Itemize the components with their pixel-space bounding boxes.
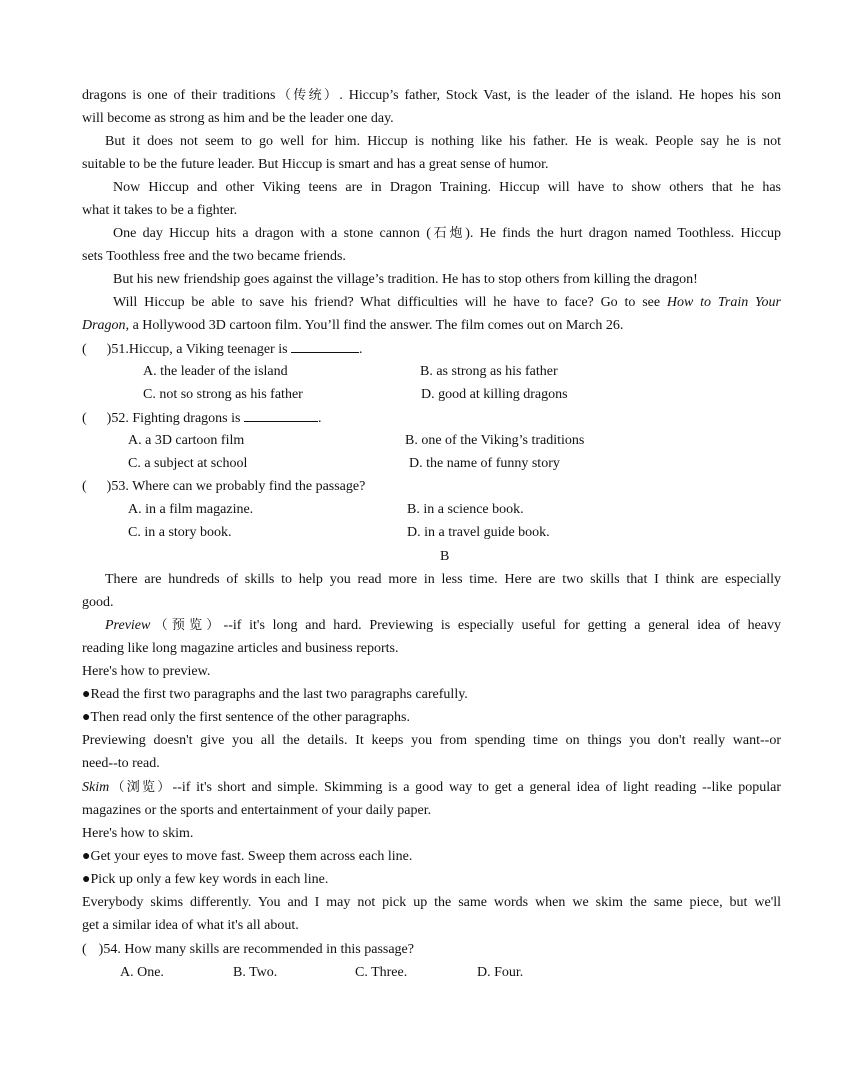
answer-slot[interactable] (87, 410, 107, 422)
passage-a-p3-line2: what it takes to be a fighter. (82, 203, 238, 218)
skim-bullet-1: ●Get your eyes to move fast. Sweep them across each line. (82, 849, 413, 864)
answer-paren-open: ( (82, 411, 87, 426)
question-52: ( )52. Fighting dragons is . (82, 411, 322, 426)
question-stem: 51.Hiccup, a Viking teenager is (111, 342, 288, 357)
option-52-a[interactable]: A. a 3D cartoon film (128, 433, 245, 448)
question-stem: 52. Fighting dragons is (111, 411, 241, 426)
passage-a-p5-line1: But his new friendship goes against the village’s tradition. He has to stop others from killing the dragon! (113, 272, 698, 287)
skim-line1: Skim（浏览）--if it's short and simple. Skimming is a good way to get a general idea of light reading --like popular (82, 780, 781, 795)
question-stem: 54. How many skills are recommended in this passage? (103, 942, 414, 957)
answer-paren-close: ) (106, 411, 112, 426)
passage-a-p3-line1: Now Hiccup and other Viking teens are in Dragon Training. Hiccup will have to show others that he has (113, 180, 781, 195)
passage-a-p6-line2: Dragon, a Hollywood 3D cartoon film. You’ll find the answer. The film comes out on March 26. (82, 318, 624, 333)
fill-blank[interactable] (244, 409, 318, 422)
passage-a-p6-line1: Will Hiccup be able to save his friend? What difficulties will he have to face? Go to see How to Train Your (113, 295, 781, 310)
preview-note-line2: need--to read. (82, 756, 160, 771)
section-b-heading: B (440, 549, 450, 564)
passage-a-p2-line1: But it does not seem to go well for him. Hiccup is nothing like his father. He is weak. People say he is not (105, 134, 781, 149)
option-52-b[interactable]: B. one of the Viking’s traditions (405, 433, 585, 448)
option-52-d[interactable]: D. the name of funny story (409, 456, 560, 471)
option-51-b[interactable]: B. as strong as his father (420, 364, 558, 379)
option-54-d[interactable]: D. Four. (477, 965, 524, 980)
answer-paren-open: ( (82, 342, 87, 357)
option-51-a[interactable]: A. the leader of the island (143, 364, 288, 379)
option-53-c[interactable]: C. in a story book. (128, 525, 232, 540)
answer-paren-close: ) (106, 479, 112, 494)
answer-slot[interactable] (87, 941, 99, 953)
option-53-a[interactable]: A. in a film magazine. (128, 502, 254, 517)
option-54-a[interactable]: A. One. (120, 965, 164, 980)
passage-a-p4-line1: One day Hiccup hits a dragon with a stone cannon (石炮). He finds the hurt dragon named Toothless. Hiccup (113, 226, 781, 241)
option-51-d[interactable]: D. good at killing dragons (421, 387, 568, 402)
question-53 (82, 478, 365, 496)
option-54-b[interactable]: B. Two. (233, 965, 278, 980)
question-51: ( )51.Hiccup, a Viking teenager is . (82, 342, 363, 357)
passage-a-p2-line2: suitable to be the future leader. But Hiccup is smart and has a great sense of humor. (82, 157, 549, 172)
section-b-intro-line2: good. (82, 595, 114, 610)
answer-slot[interactable] (87, 478, 107, 490)
fill-blank[interactable] (291, 340, 359, 353)
option-53-b[interactable]: B. in a science book. (407, 502, 524, 517)
preview-note-line1: Previewing doesn't give you all the details. It keeps you from spending time on things you don't really want--or (82, 733, 781, 748)
answer-paren-close: ) (98, 942, 104, 957)
question-54 (82, 941, 414, 959)
section-b-intro-line1: There are hundreds of skills to help you read more in less time. Here are two skills that I think are especially (105, 572, 781, 587)
skim-note-line2: get a similar idea of what it's all about. (82, 918, 299, 933)
answer-paren-open: ( (82, 942, 87, 957)
answer-slot[interactable] (87, 341, 107, 353)
passage-a-p1-line1: dragons is one of their traditions（传统）. Hiccup’s father, Stock Vast, is the leader of the island. He hopes his son (82, 88, 781, 103)
answer-paren-close: ) (106, 342, 112, 357)
passage-a-p1-line2: will become as strong as him and be the leader one day. (82, 111, 394, 126)
question-stem: 53. Where can we probably find the passage? (111, 479, 366, 494)
preview-bullet-1: ●Read the first two paragraphs and the last two paragraphs carefully. (82, 687, 468, 702)
preview-line2: reading like long magazine articles and business reports. (82, 641, 399, 656)
preview-how: Here's how to preview. (82, 664, 211, 679)
passage-a-p4-line2: sets Toothless free and the two became friends. (82, 249, 346, 264)
option-54-c[interactable]: C. Three. (355, 965, 408, 980)
answer-paren-open: ( (82, 479, 87, 494)
preview-bullet-2: ●Then read only the first sentence of the other paragraphs. (82, 710, 410, 725)
option-52-c[interactable]: C. a subject at school (128, 456, 248, 471)
skim-bullet-2: ●Pick up only a few key words in each line. (82, 872, 329, 887)
preview-line1: Preview（预览）--if it's long and hard. Previewing is especially useful for getting a general idea of heavy (105, 618, 781, 633)
skim-how: Here's how to skim. (82, 826, 194, 841)
option-51-c[interactable]: C. not so strong as his father (143, 387, 303, 402)
option-53-d[interactable]: D. in a travel guide book. (407, 525, 550, 540)
skim-line2: magazines or the sports and entertainment of your daily paper. (82, 803, 432, 818)
skim-note-line1: Everybody skims differently. You and I may not pick up the same words when we skim the same piece, but we'll (82, 895, 781, 910)
